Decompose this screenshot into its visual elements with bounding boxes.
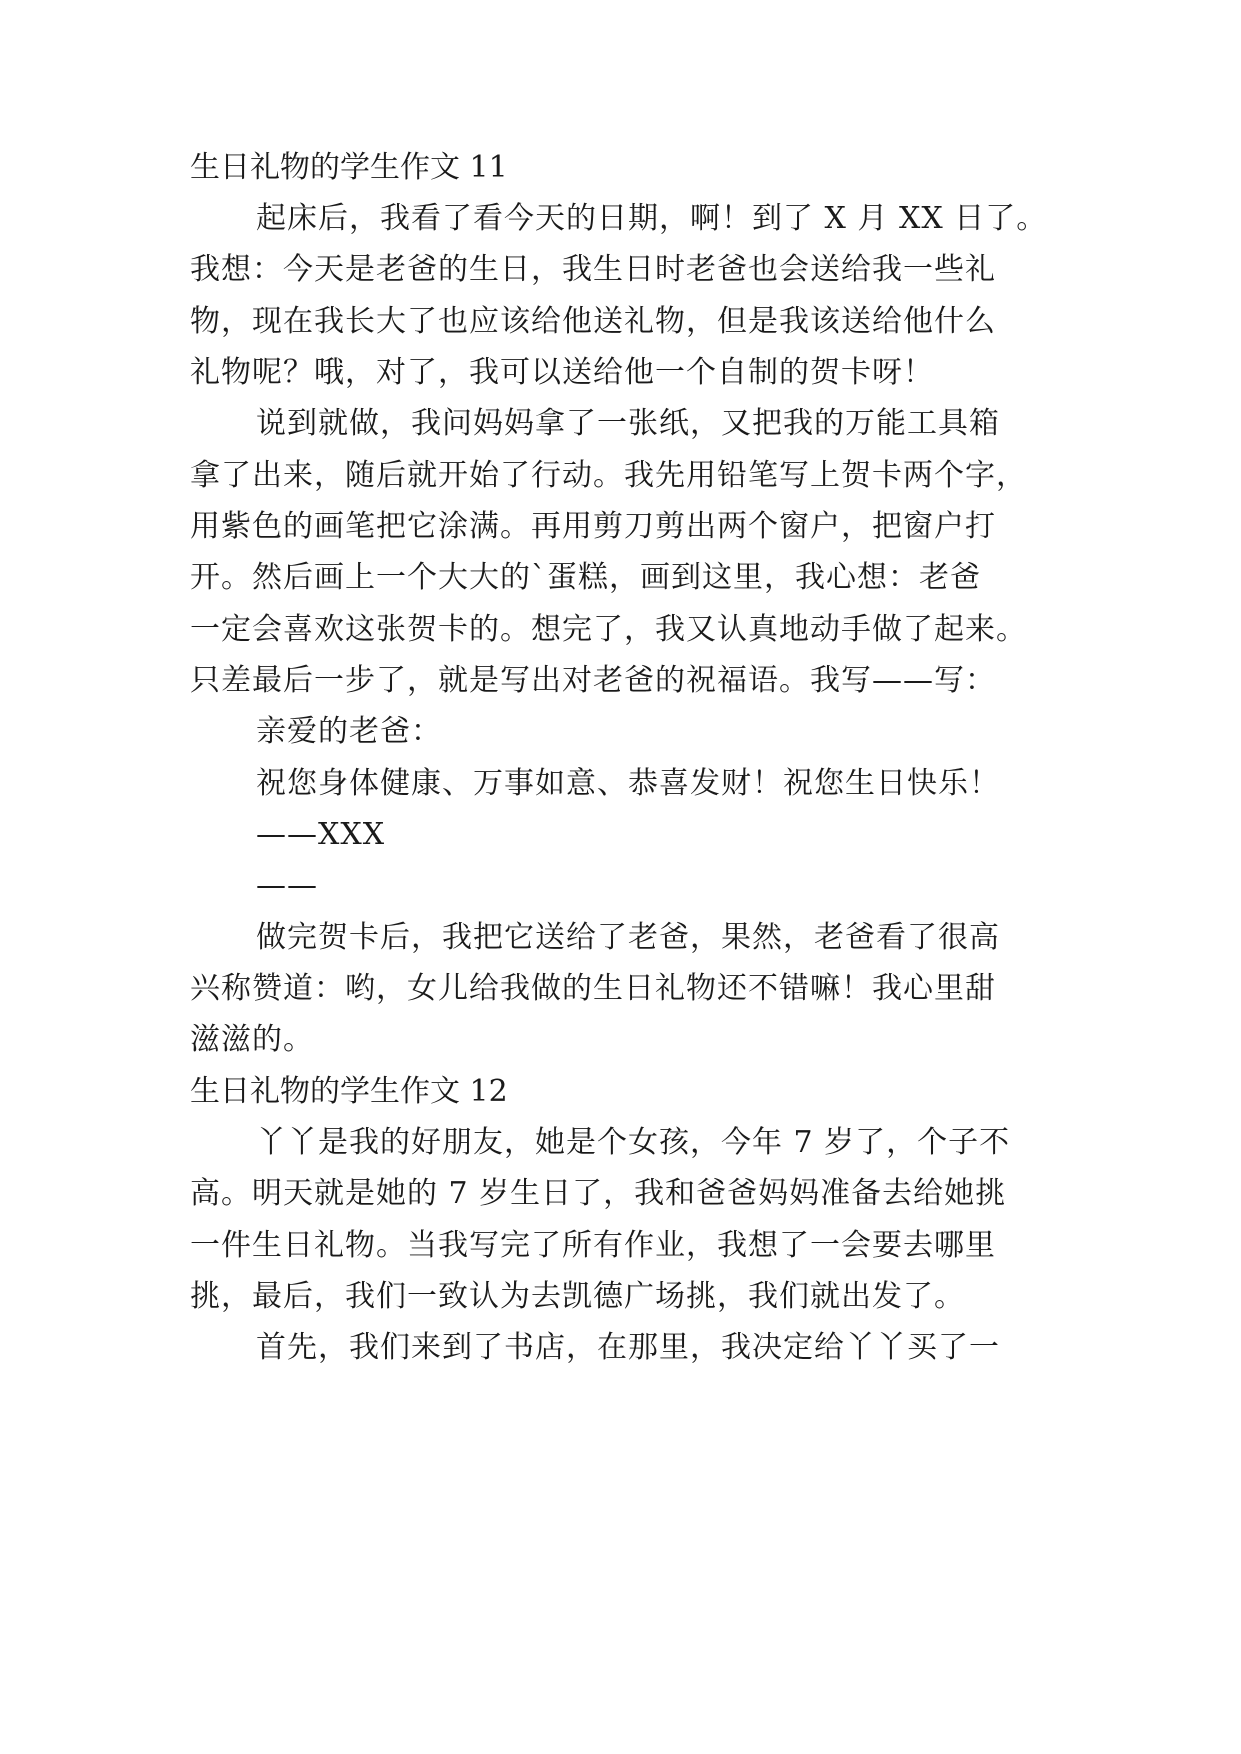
letter-dash: —— (256, 868, 318, 903)
paragraph-line: 我想：今天是老爸的生日，我生日时老爸也会送给我一些礼 (190, 252, 996, 287)
paragraph-line: 开。然后画上一个大大的`蛋糕，画到这里，我心想：老爸 (190, 560, 981, 595)
paragraph-line: 一定会喜欢这张贺卡的。想完了，我又认真地动手做了起来。 (190, 612, 1027, 647)
paragraph-line: 滋滋的。 (190, 1022, 314, 1057)
paragraph-line: 只差最后一步了，就是写出对老爸的祝福语。我写——写： (190, 663, 996, 698)
letter-body: 祝您身体健康、万事如意、恭喜发财！祝您生日快乐！ (256, 766, 1000, 801)
paragraph-line: 高。明天就是她的 7 岁生日了，我和爸爸妈妈准备去给她挑 (190, 1176, 1007, 1211)
paragraph-line: 拿了出来，随后就开始了行动。我先用铅笔写上贺卡两个字， (190, 458, 1027, 493)
paragraph-line: 礼物呢？哦，对了，我可以送给他一个自制的贺卡呀！ (190, 355, 934, 390)
section-title: 生日礼物的学生作文 12 (190, 1074, 508, 1109)
paragraph-line: 挑，最后，我们一致认为去凯德广场挑，我们就出发了。 (190, 1279, 965, 1314)
paragraph-line: 起床后，我看了看今天的日期，啊！到了 X 月 XX 日了。 (256, 201, 1048, 236)
letter-signature: ——XXX (256, 817, 386, 852)
paragraph-line: 做完贺卡后，我把它送给了老爸，果然，老爸看了很高 (256, 920, 1000, 955)
paragraph-line: 用紫色的画笔把它涂满。再用剪刀剪出两个窗户，把窗户打 (190, 509, 996, 544)
paragraph-line: 丫丫是我的好朋友，她是个女孩，今年 7 岁了，个子不 (256, 1125, 1011, 1160)
paragraph-line: 物，现在我长大了也应该给他送礼物，但是我该送给他什么 (190, 304, 996, 339)
paragraph-line: 兴称赞道：哟，女儿给我做的生日礼物还不错嘛！我心里甜 (190, 971, 996, 1006)
paragraph-line: 首先，我们来到了书店，在那里，我决定给丫丫买了一 (256, 1330, 1000, 1365)
paragraph-line: 说到就做，我问妈妈拿了一张纸，又把我的万能工具箱 (256, 406, 1000, 441)
letter-salutation: 亲爱的老爸： (256, 714, 442, 749)
section-title: 生日礼物的学生作文 11 (190, 150, 508, 185)
paragraph-line: 一件生日礼物。当我写完了所有作业，我想了一会要去哪里 (190, 1228, 996, 1263)
